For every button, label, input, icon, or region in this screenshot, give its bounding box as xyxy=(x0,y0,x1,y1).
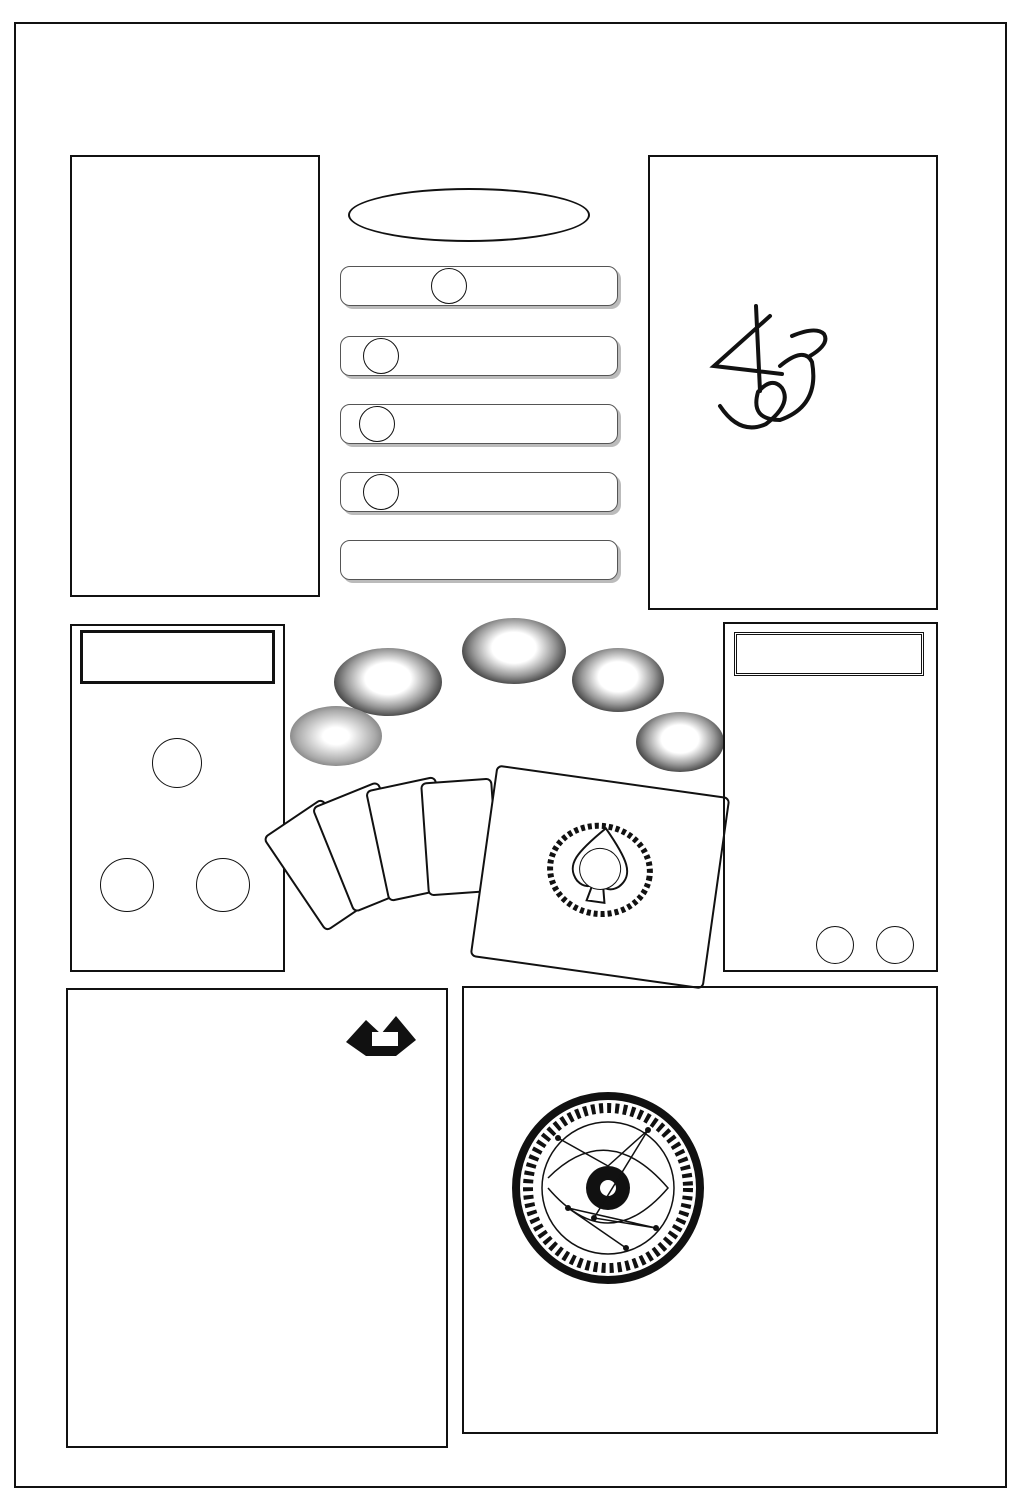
watermark-strip-bottom xyxy=(26,1454,846,1478)
bet-row-odd-even xyxy=(340,336,618,376)
tuo-number-2 xyxy=(196,858,250,912)
bet-row-double xyxy=(340,540,618,580)
watermark-strip-right xyxy=(958,128,992,1448)
watermark-strip-top xyxy=(26,104,956,128)
bet-row-big-small xyxy=(340,404,618,444)
poem-box xyxy=(70,155,320,597)
dan-number xyxy=(152,738,202,788)
lottery-ball-5 xyxy=(636,712,724,772)
special-number-2 xyxy=(876,926,914,964)
god-code-title-frame xyxy=(80,630,275,684)
bet-row-color xyxy=(340,266,618,306)
provide-row xyxy=(548,1394,566,1420)
wheel-side-text xyxy=(724,1074,930,1264)
horse-title-frame xyxy=(734,632,924,676)
barcode xyxy=(850,1446,954,1472)
bet-row-number xyxy=(363,338,399,374)
lottery-ball-4 xyxy=(290,706,382,766)
handwritten-scribble xyxy=(700,296,850,446)
bet-row-single xyxy=(340,472,618,512)
special-number-1 xyxy=(816,926,854,964)
watermark-strip-left xyxy=(22,128,56,1448)
lottery-ball-2 xyxy=(462,618,566,684)
bet-row-number xyxy=(363,474,399,510)
lucky-wheel-diagram xyxy=(498,1078,718,1298)
bet-row-number xyxy=(359,406,395,442)
story-emblem-icon xyxy=(336,1012,426,1062)
lottery-ball-3 xyxy=(572,648,664,712)
tuo-number-1 xyxy=(100,858,154,912)
playing-card-ace xyxy=(470,765,731,990)
bet-row-number xyxy=(431,268,467,304)
lottery-ball-1 xyxy=(334,648,442,716)
betting-title-oval xyxy=(348,188,590,242)
